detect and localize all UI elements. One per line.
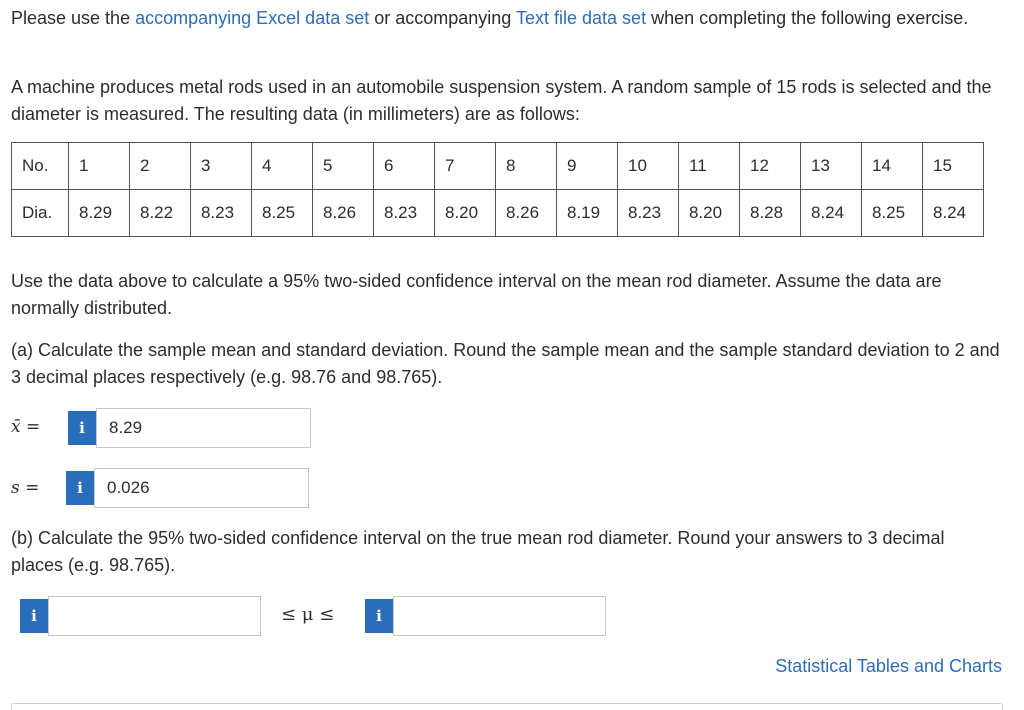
table-cell: 8.26 [313, 190, 374, 237]
xbar-label: x̄ = [11, 417, 41, 437]
info-icon[interactable]: i [20, 599, 48, 633]
table-row-diameters [12, 190, 984, 237]
table-cell: 14 [862, 143, 923, 190]
intro-text [11, 5, 1001, 32]
problem-text: A machine produces metal rods used in an automobile suspension system. A random sample of 15 rods is selected and the diameter is measured. The resulting data (in millimeters) are as follows: [11, 77, 992, 124]
table-cell: 11 [679, 143, 740, 190]
next-panel-edge [11, 703, 1003, 710]
table-cell: 8.23 [618, 190, 679, 237]
table-cell: 8.29 [69, 190, 130, 237]
table-cell: 8.23 [374, 190, 435, 237]
table-cell: 8.20 [435, 190, 496, 237]
table-cell: 8.23 [191, 190, 252, 237]
table-row-numbers [12, 143, 984, 190]
mu-inequality: ≤ μ ≤ [281, 604, 335, 625]
statistical-tables-link[interactable]: Statistical Tables and Charts [775, 656, 1002, 676]
s-label: s = [11, 478, 40, 498]
sample-mean-input[interactable] [96, 408, 311, 448]
table-cell: 8 [496, 143, 557, 190]
table-cell: 5 [313, 143, 374, 190]
table-cell: 15 [923, 143, 984, 190]
table-cell: 3 [191, 143, 252, 190]
instruction-text: Use the data above to calculate a 95% two-sided confidence interval on the mean rod diameter. Assume the data are normally distributed. [11, 271, 942, 318]
table-cell: 10 [618, 143, 679, 190]
table-cell: 7 [435, 143, 496, 190]
table-cell: 8.28 [740, 190, 801, 237]
part-a-text: (a) Calculate the sample mean and standard deviation. Round the sample mean and the sample standard deviation to 2 and 3 decimal places respectively (e.g. 98.76 and 98.765). [11, 340, 1000, 387]
table-cell: 2 [130, 143, 191, 190]
ci-upper-input[interactable] [393, 596, 606, 636]
row-label-dia: Dia. [12, 190, 69, 237]
table-cell: 8.20 [679, 190, 740, 237]
info-icon[interactable]: i [365, 599, 393, 633]
table-cell: 1 [69, 143, 130, 190]
table-cell: 13 [801, 143, 862, 190]
table-cell: 9 [557, 143, 618, 190]
info-icon[interactable]: i [66, 471, 94, 505]
intro-mid: or accompanying [369, 8, 516, 28]
table-cell: 8.25 [252, 190, 313, 237]
part-b-text: (b) Calculate the 95% two-sided confidence interval on the true mean rod diameter. Round your answers to 3 decimal places (e.g. 98.765). [11, 528, 945, 575]
table-cell: 8.24 [923, 190, 984, 237]
data-table [11, 142, 984, 237]
excel-data-link[interactable]: accompanying Excel data set [135, 8, 370, 28]
sample-sd-input[interactable] [94, 468, 309, 508]
intro-pre: Please use the [11, 8, 136, 28]
text-data-link[interactable]: Text file data set [516, 8, 647, 28]
table-cell: 6 [374, 143, 435, 190]
table-cell: 12 [740, 143, 801, 190]
intro-post: when completing the following exercise. [646, 8, 969, 28]
table-cell: 8.26 [496, 190, 557, 237]
table-cell: 8.25 [862, 190, 923, 237]
table-cell: 4 [252, 143, 313, 190]
table-cell: 8.22 [130, 190, 191, 237]
info-icon[interactable]: i [68, 411, 96, 445]
table-cell: 8.19 [557, 190, 618, 237]
table-cell: 8.24 [801, 190, 862, 237]
row-label-no: No. [12, 143, 69, 190]
ci-lower-input[interactable] [48, 596, 261, 636]
